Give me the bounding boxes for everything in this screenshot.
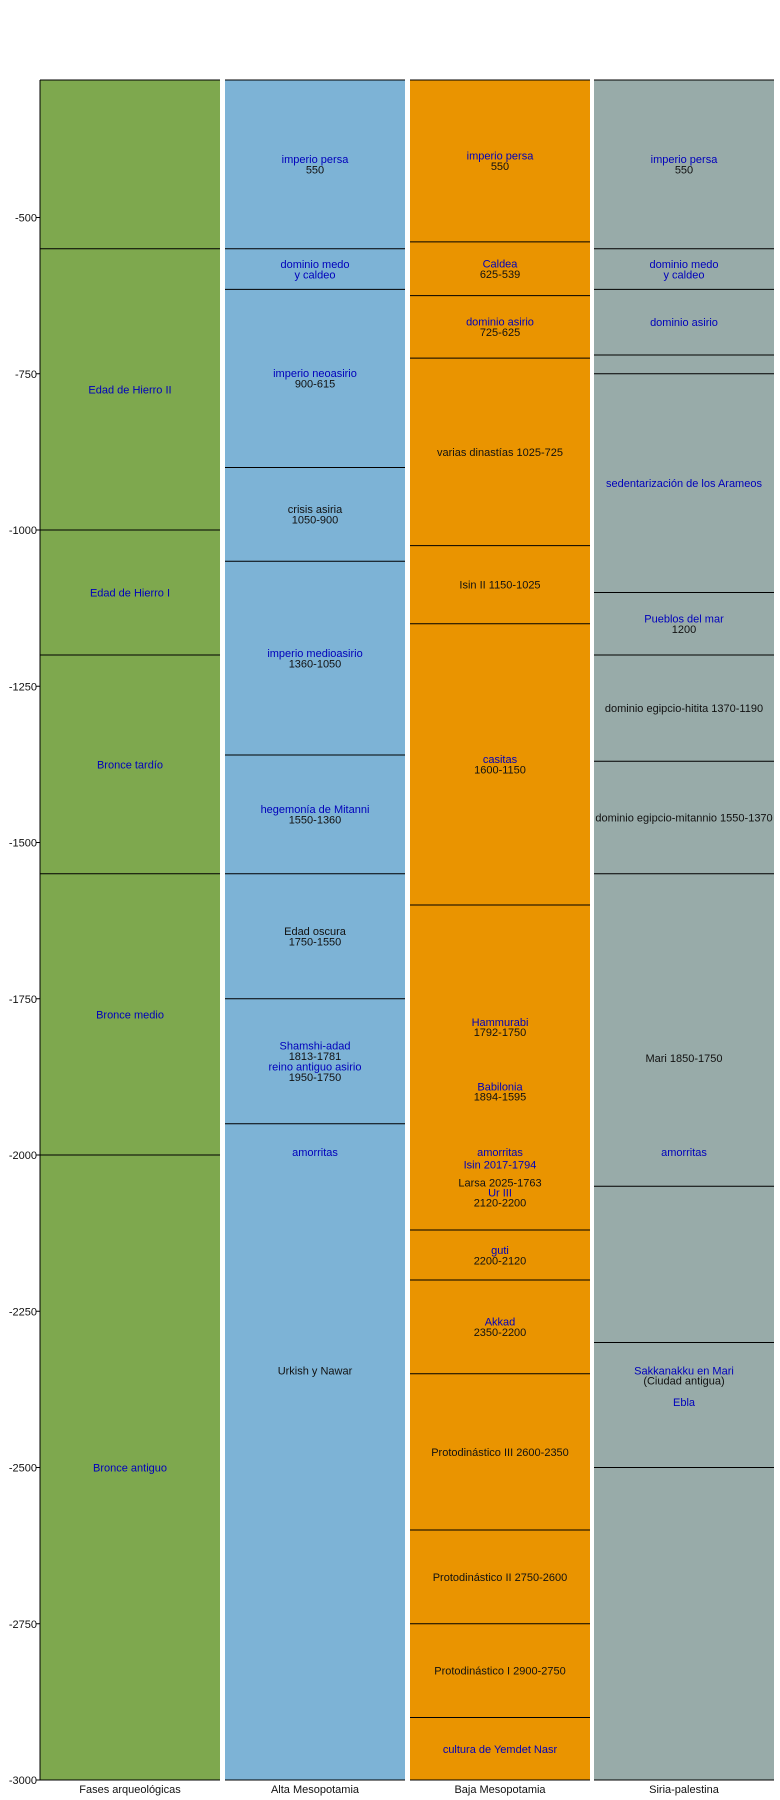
period-label: 900-615	[294, 378, 336, 391]
period-link[interactable]: dominio medo	[280, 258, 350, 271]
period-link[interactable]: Bronce tardío	[96, 759, 164, 772]
period-link[interactable]: Bronce medio	[96, 1009, 164, 1022]
period-label: Isin II 1150-1025	[459, 579, 541, 592]
column-label: Fases arqueológicas	[79, 1784, 181, 1796]
period-label: 1894-1595	[473, 1091, 527, 1104]
period-label: 725-625	[479, 327, 521, 340]
period-link[interactable]: Isin 2017-1794	[463, 1159, 537, 1172]
period-link[interactable]: Akkad	[484, 1316, 516, 1329]
period-label: dominio egipcio-hitita 1370-1190	[604, 703, 764, 716]
period-link[interactable]: imperio persa	[650, 154, 718, 167]
period-link[interactable]: cultura de Yemdet Nasr	[442, 1743, 558, 1756]
period-label: 2350-2200	[473, 1327, 527, 1340]
period-link[interactable]: Shamshi-adad	[279, 1040, 351, 1053]
period-link[interactable]: sedentarización de los Arameos	[606, 478, 762, 491]
period-link[interactable]: Ebla	[672, 1396, 696, 1409]
column-label: Baja Mesopotamia	[454, 1784, 546, 1796]
period-label: 1813-1781	[288, 1051, 342, 1063]
period-label: 1050-900	[291, 514, 339, 527]
y-tick-label: -2750	[8, 1618, 37, 1631]
period-link[interactable]: Caldea	[482, 258, 518, 271]
y-tick-label: -1250	[8, 681, 37, 694]
period-link[interactable]: Edad de Hierro I	[89, 587, 171, 600]
period-link[interactable]: Pueblos del mar	[644, 613, 724, 626]
period-link[interactable]: guti	[491, 1244, 509, 1257]
period-link[interactable]: imperio persa	[281, 154, 349, 167]
period-label: 1200	[671, 624, 697, 636]
period-link[interactable]: Ur III	[488, 1187, 512, 1200]
period-label: 1750-1550	[288, 936, 342, 949]
period-label: Edad oscura	[284, 926, 346, 938]
period-label: 550	[490, 161, 510, 174]
period-link[interactable]: dominio asirio	[466, 316, 534, 329]
period-link[interactable]: Hammurabi	[471, 1016, 529, 1029]
column-0-background	[40, 80, 220, 1780]
period-link[interactable]: y caldeo	[663, 269, 705, 282]
period-link[interactable]: dominio asirio	[650, 317, 718, 330]
period-link[interactable]: amorritas	[292, 1146, 338, 1159]
period-label: 2200-2120	[473, 1255, 527, 1268]
period-label: Protodinástico III 2600-2350	[431, 1446, 569, 1459]
y-tick-label: -3000	[8, 1775, 37, 1787]
period-link[interactable]: Edad de Hierro II	[88, 384, 172, 397]
period-link[interactable]: imperio neoasirio	[273, 368, 357, 381]
period-label: dominio egipcio-mitannio 1550-1370	[595, 812, 773, 825]
period-label: 1360-1050	[288, 658, 342, 671]
period-label: 550	[674, 164, 694, 177]
period-link[interactable]: y caldeo	[294, 269, 336, 282]
y-tick-label: -1750	[8, 993, 37, 1006]
period-label: Protodinástico II 2750-2600	[432, 1571, 568, 1584]
column-label: Siria-palestina	[649, 1784, 719, 1796]
y-tick-label: -2250	[8, 1306, 37, 1319]
period-label: Mari 1850-1750	[645, 1053, 723, 1066]
y-tick-label: -750	[14, 368, 37, 381]
period-link[interactable]: dominio medo	[649, 258, 719, 271]
period-label: Urkish y Nawar	[277, 1365, 353, 1378]
period-label: 1600-1150	[474, 764, 526, 777]
y-tick-label: -1500	[8, 837, 37, 850]
period-link[interactable]: amorritas	[477, 1146, 523, 1159]
period-label: (Ciudad antigua)	[643, 1375, 725, 1388]
period-label: 1792-1750	[473, 1026, 527, 1039]
period-link[interactable]: hegemonía de Mitanni	[260, 804, 370, 817]
y-tick-label: -1000	[8, 525, 37, 537]
period-label: 625-539	[479, 269, 521, 281]
period-link[interactable]: reino antiguo asirio	[268, 1061, 362, 1074]
period-label: Protodinástico I 2900-2750	[434, 1665, 566, 1678]
period-link[interactable]: Sakkanakku en Mari	[634, 1365, 734, 1378]
period-link[interactable]: Babilonia	[477, 1081, 523, 1094]
period-link[interactable]: imperio persa	[466, 150, 534, 163]
period-label: varias dinastías 1025-725	[437, 446, 563, 459]
column-3-background	[594, 80, 774, 1780]
y-tick-label: -2500	[8, 1462, 37, 1475]
period-link[interactable]: Bronce antiguo	[93, 1462, 167, 1475]
period-link[interactable]: casitas	[482, 754, 518, 767]
y-tick-label: -2000	[8, 1150, 37, 1162]
period-label: 550	[305, 164, 325, 177]
period-label: 2120-2200	[473, 1197, 527, 1210]
y-tick-label: -500	[14, 212, 37, 225]
period-link[interactable]: amorritas	[661, 1146, 707, 1159]
period-label: 1550-1360	[288, 814, 342, 827]
period-link[interactable]: imperio medioasirio	[267, 647, 363, 660]
period-label: Larsa 2025-1763	[458, 1177, 542, 1190]
column-label: Alta Mesopotamia	[270, 1784, 360, 1796]
period-label: 1950-1750	[288, 1072, 342, 1084]
period-label: crisis asiria	[287, 504, 343, 517]
